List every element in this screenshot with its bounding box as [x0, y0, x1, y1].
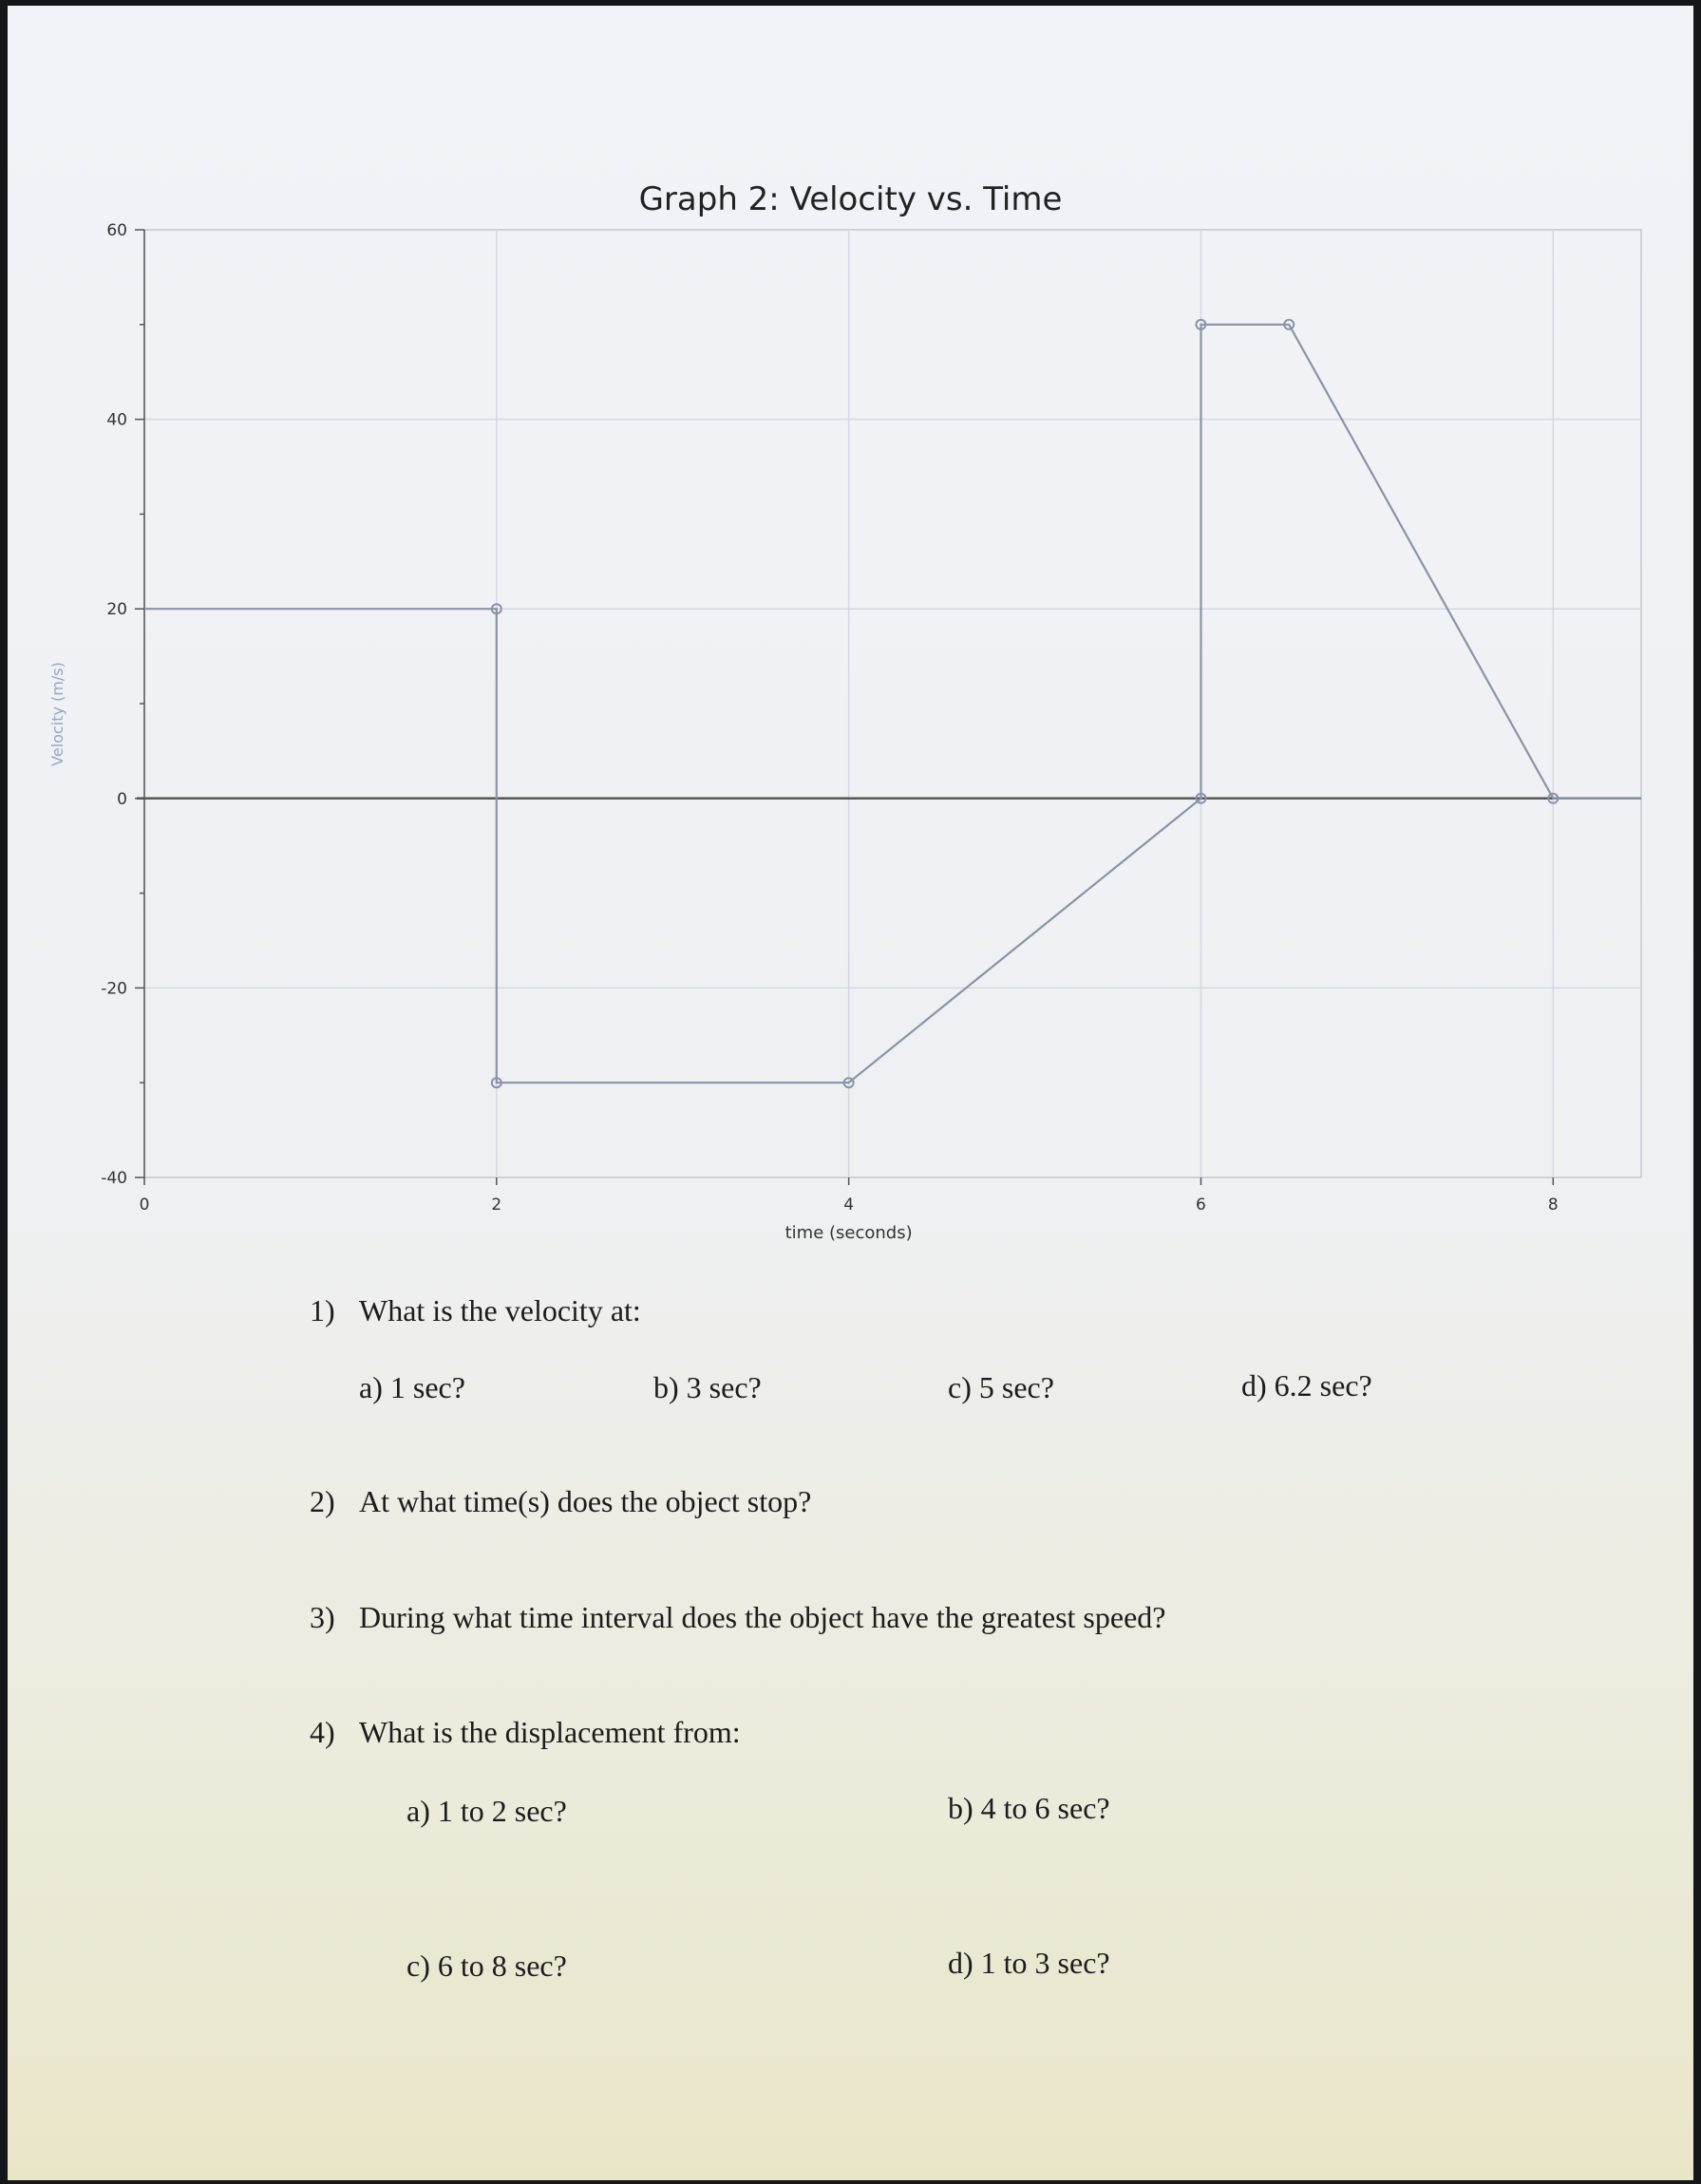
question-text: What is the velocity at: — [359, 1293, 641, 1327]
question-4 — [310, 1715, 741, 1750]
chart-title: Graph 2: Velocity vs. Time — [638, 180, 1063, 218]
q4-option-b: b) 4 to 6 sec? — [948, 1791, 1110, 1825]
q4-option-d: d) 1 to 3 sec? — [948, 1946, 1110, 1980]
y-tick-label: 0 — [117, 789, 127, 809]
question-text: During what time interval does the object have the greatest speed? — [359, 1600, 1166, 1634]
x-tick-label: 2 — [491, 1196, 502, 1214]
q1-option-b: b) 3 sec? — [653, 1370, 762, 1404]
question-text: At what time(s) does the object stop? — [359, 1484, 812, 1518]
x-tick-label: 0 — [139, 1196, 150, 1214]
plot-frame — [144, 230, 1641, 1177]
x-tick-label: 6 — [1196, 1196, 1206, 1214]
series-line — [144, 325, 1641, 1083]
y-tick-label: 60 — [106, 221, 127, 240]
question-number: 1) — [310, 1293, 335, 1327]
y-tick-label: -40 — [101, 1169, 127, 1188]
question-3 — [310, 1600, 1165, 1635]
x-tick-label: 4 — [843, 1196, 855, 1214]
question-2 — [310, 1484, 811, 1519]
q1-option-a: a) 1 sec? — [359, 1370, 465, 1404]
y-tick-label: 20 — [106, 600, 127, 620]
question-1 — [310, 1293, 641, 1328]
x-axis-title: time (seconds) — [784, 1223, 913, 1243]
y-tick-label: 40 — [106, 410, 127, 430]
q4-option-a: a) 1 to 2 sec? — [406, 1794, 567, 1828]
q1-option-d: d) 6.2 sec? — [1241, 1368, 1372, 1403]
question-number: 2) — [310, 1484, 335, 1518]
q1-option-c: c) 5 sec? — [948, 1370, 1054, 1404]
question-number: 3) — [310, 1600, 335, 1634]
y-axis-title: Velocity (m/s) — [48, 662, 66, 766]
question-text: What is the displacement from: — [359, 1715, 741, 1749]
x-tick-label: 8 — [1547, 1196, 1559, 1214]
question-number: 4) — [310, 1715, 335, 1749]
y-tick-label: -20 — [101, 979, 127, 999]
q4-option-c: c) 6 to 8 sec? — [406, 1949, 567, 1983]
